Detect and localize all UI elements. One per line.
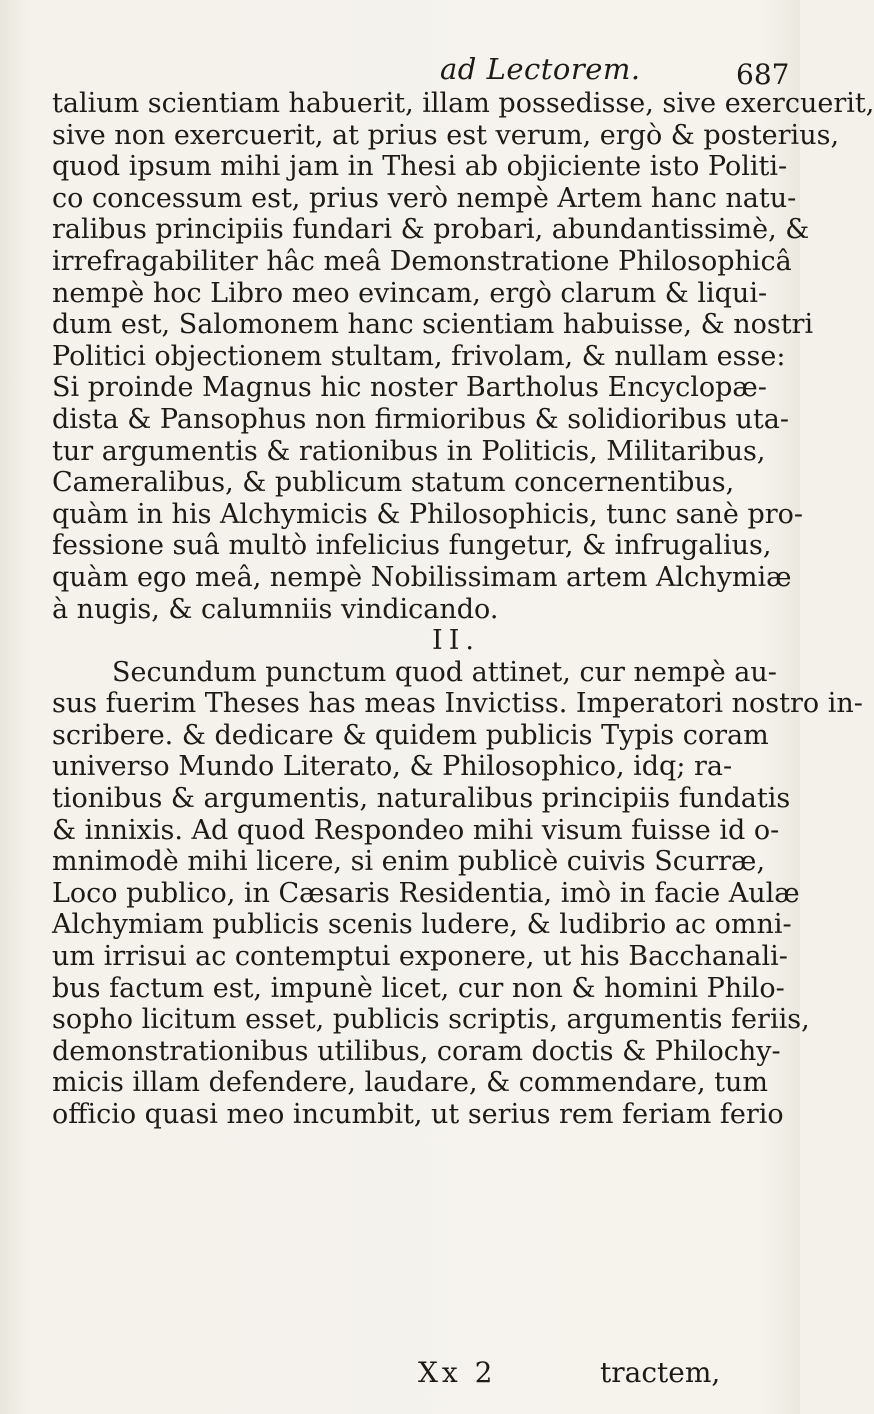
text-line: talium scientiam habuerit, illam possedisse, sive exercuerit,: [52, 88, 874, 119]
text-line: tur argumentis & rationibus in Politicis, Militaribus,: [52, 435, 766, 467]
text-line: universo Mundo Literato, & Philosophico, idq; ra-: [52, 751, 733, 783]
text-line: Alchymiam publicis scenis ludere, & ludibrio ac omni-: [52, 909, 792, 941]
text-line: sive non exercuerit, at prius est verum, ergò & posterius,: [52, 119, 840, 151]
text-line: scribere. & dedicare & quidem publicis Typis coram: [52, 719, 769, 751]
text-line: ralibus principiis fundari & probari, abundantissimè, &: [52, 214, 810, 246]
text-line: tionibus & argumentis, naturalibus principiis fundatis: [52, 783, 791, 815]
text-line: sus fuerim Theses has meas Invictiss. Imperatori nostro in-: [52, 688, 863, 720]
text-line: um irrisui ac contemptui exponere, ut his Bacchanali-: [52, 941, 788, 973]
text-line: demonstrationibus utilibus, coram doctis & Philochy-: [52, 1035, 781, 1067]
text-line: fessione suâ multò infelicius fungetur, & infrugalius,: [52, 530, 772, 562]
text-line: officio quasi meo incumbit, ut serius rem feriam ferio: [52, 1099, 784, 1130]
text-line: Si proinde Magnus hic noster Bartholus Encyclopæ-: [52, 372, 767, 404]
text-line: & innixis. Ad quod Respondeo mihi visum fuisse id o-: [52, 814, 780, 846]
page-number: 687: [736, 58, 790, 91]
text-line: micis illam defendere, laudare, & commendare, tum: [52, 1067, 768, 1099]
text-line: irrefragabiliter hâc meâ Demonstratione Philosophicâ: [52, 245, 792, 277]
text-line: Loco publico, in Cæsaris Residentia, imò in facie Aulæ: [52, 877, 800, 909]
page-footer: [0, 1356, 800, 1396]
catchword: tractem,: [600, 1356, 721, 1389]
text-line: dista & Pansophus non firmioribus & solidioribus uta-: [52, 403, 789, 435]
text-line: quod ipsum mihi jam in Thesi ab objiciente isto Politi-: [52, 151, 788, 183]
text-line: quàm in his Alchymicis & Philosophicis, tunc sanè pro-: [52, 498, 804, 530]
body-text: [52, 88, 874, 1131]
text-line: Secundum punctum quod attinet, cur nempè au-: [112, 656, 777, 688]
text-line: sopho licitum esset, publicis scriptis, argumentis feriis,: [52, 1004, 810, 1036]
text-line: Cameralibus, & publicum statum concernentibus,: [52, 467, 735, 499]
text-line: nempè hoc Libro meo evincam, ergò clarum & liqui-: [52, 277, 768, 309]
text-line: Politici objectionem stultam, frivolam, & nullam esse:: [52, 340, 786, 372]
text-line: dum est, Salomonem hanc scientiam habuisse, & nostri: [52, 309, 814, 341]
text-line: quàm ego meâ, nempè Nobilissimam artem Alchymiæ: [52, 561, 792, 593]
text-line: à nugis, & calumniis vindicando.: [52, 593, 499, 625]
text-line: mnimodè mihi licere, si enim publicè cuivis Scurræ,: [52, 846, 766, 878]
running-head: ad Lectorem.: [440, 52, 641, 86]
page-header: [0, 52, 800, 92]
text-line: bus factum est, impunè licet, cur non & homini Philo-: [52, 972, 785, 1004]
section-number: II.: [432, 625, 480, 657]
text-line: co concessum est, prius verò nempè Artem hanc natu-: [52, 182, 797, 214]
signature-mark: Xx 2: [418, 1356, 497, 1389]
